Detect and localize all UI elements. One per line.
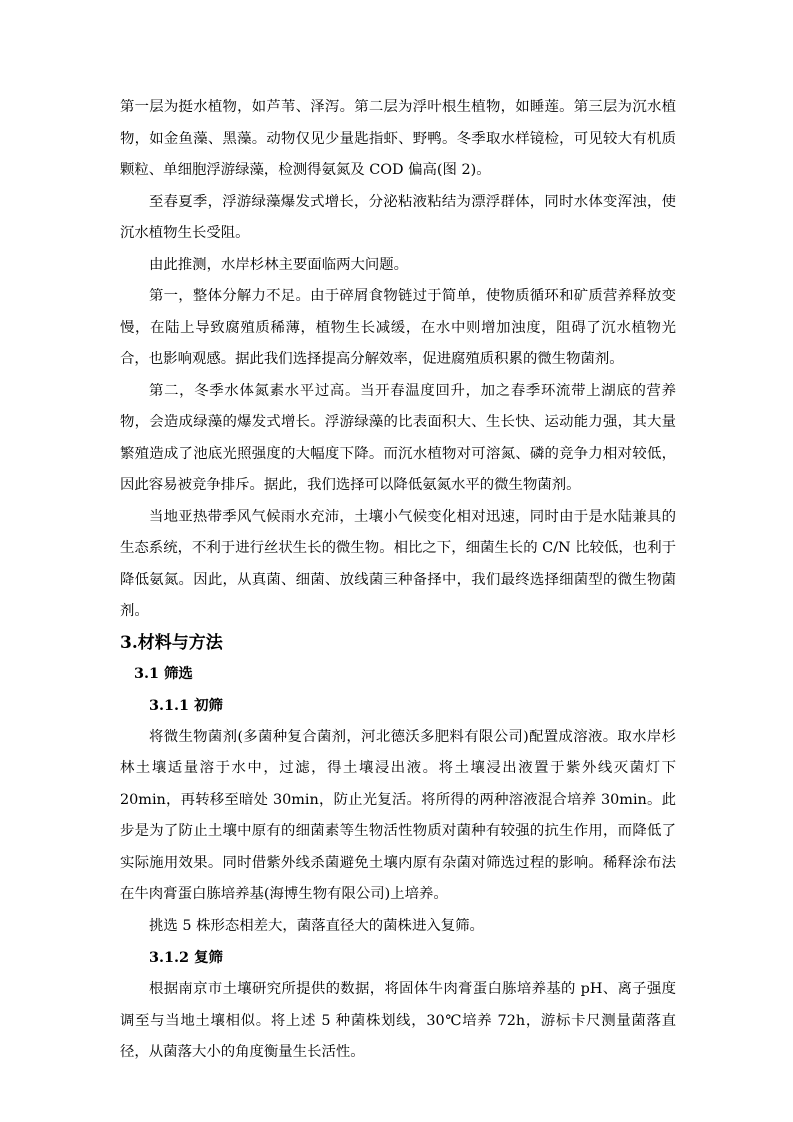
paragraph-vegetation-layers: 第一层为挺水植物，如芦苇、泽泻。第二层为浮叶根生植物，如睡莲。第三层为沉水植物，如金鱼藻、黑藻。动物仅见少量匙指虾、野鸭。冬季取水样镜检，可见较大有机质颗粒、单细胞浮游绿藻，检测得氨氮及 COD 偏高(图 2)。 [120, 99, 676, 178]
paragraph-problem-two: 第二，冬季水体氮素水平过高。当开春温度回升，加之春季环流带上湖底的营养物，会造成绿藻的爆发式增长。浮游绿藻的比表面积大、生长快、运动能力强，其大量繁殖造成了池底光照强度的大幅度下降。而沉水植物对可溶氮、磷的竞争力相对较低，因此容易被竞争排斥。据此，我们选择可以降低氨氮水平的微生物菌剂。 [120, 382, 676, 493]
paragraph-rescreening: 根据南京市土壤研究所提供的数据，将固体牛肉膏蛋白胨培养基的 pH、离子强度调至与当地土壤相似。将上述 5 种菌株划线，30℃培养 72h，游标卡尺测量菌落直径，从菌落大小的角度衡量生长活性。 [120, 981, 676, 1060]
body-text [120, 92, 676, 1069]
subsection-heading-screening: 3.1 筛选 [134, 664, 193, 682]
paragraph-climate: 当地亚热带季风气候雨水充沛，土壤小气候变化相对迅速，同时由于是水陆兼具的生态系统，不利于进行丝状生长的微生物。相比之下，细菌生长的 C/N 比较低，也利于降低氨氮。因此，从真菌、细菌、放线菌三种备择中，我们最终选择细菌型的微生物菌剂。 [120, 508, 676, 619]
paragraph-initial-screening: 将微生物菌剂(多菌种复合菌剂，河北德沃多肥料有限公司)配置成溶液。取水岸杉林土壤适量溶于水中，过滤，得土壤浸出液。将土壤浸出液置于紫外线灭菌灯下 20min，再转移至暗处 30min，防止光复活。将所得的两种溶液混合培养 30min。此步是为了防止土壤中原有的细菌素等生物活性物质对菌种有较强的抗生作用，而降低了实际施用效果。同时借紫外线杀菌避免土壤内原有杂菌对筛选过程的影响。稀释涂布法在牛肉膏蛋白胨培养基(海博生物有限公司)上培养。 [120, 728, 676, 902]
paragraph-spring-summer: 至春夏季，浮游绿藻爆发式增长，分泌粘液粘结为漂浮群体，同时水体变浑浊，使沉水植物生长受阻。 [120, 193, 676, 241]
paragraph-select-strains: 挑选 5 株形态相差大，菌落直径大的菌株进入复筛。 [149, 917, 484, 934]
paragraph-inference: 由此推测，水岸杉林主要面临两大问题。 [149, 256, 409, 273]
subsubsection-heading-rescreening: 3.1.2 复筛 [149, 949, 223, 966]
subsubsection-heading-initial-screening: 3.1.1 初筛 [149, 696, 223, 714]
paragraph-problem-one: 第一，整体分解力不足。由于碎屑食物链过于简单，使物质循环和矿质营养释放变慢，在陆上导致腐殖质稀薄，植物生长减缓，在水中则增加浊度，阻碍了沉水植物光合，也影响观感。据此我们选择提高分解效率，促进腐殖质积累的微生物菌剂。 [120, 288, 676, 367]
section-heading-materials-methods: 3.材料与方法 [120, 632, 223, 653]
